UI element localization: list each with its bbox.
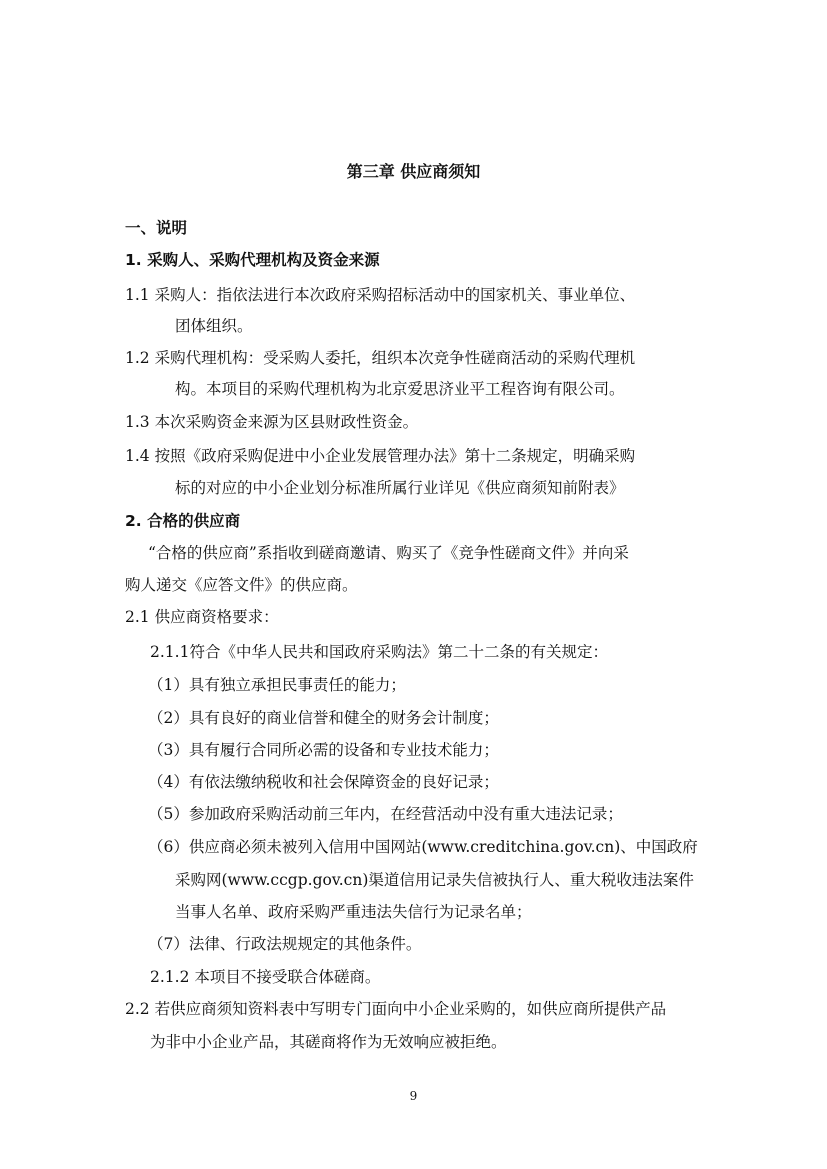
paragraph-1-4: 1.4 按照《政府采购促进中小企业发展管理办法》第十二条规定，明确采购 (125, 447, 636, 465)
requirement-4: （4）有依法缴纳税收和社会保障资金的良好记录； (148, 773, 499, 791)
requirement-3: （3）具有履行合同所必需的设备和专业技术能力； (148, 741, 499, 759)
section-heading: 一、说明 (125, 219, 188, 237)
paragraph-2-intro: “合格的供应商”系指收到磋商邀请、购买了《竞争性磋商文件》并向采 (148, 544, 629, 562)
paragraph-1-1: 1.1 采购人：指依法进行本次政府采购招标活动中的国家机关、事业单位、 (125, 286, 636, 304)
page-number: 9 (409, 1089, 418, 1103)
paragraph-1-4-cont: 标的对应的中小企业划分标准所属行业详见《供应商须知前附表》 (175, 479, 625, 497)
requirement-2: （2）具有良好的商业信誉和健全的财务会计制度； (148, 709, 499, 727)
paragraph-2-intro-cont: 购人递交《应答文件》的供应商。 (125, 576, 358, 594)
paragraph-2-2-cont: 为非中小企业产品，其磋商将作为无效响应被拒绝。 (150, 1033, 507, 1051)
paragraph-2-1: 2.1 供应商资格要求： (125, 608, 279, 626)
paragraph-1-2: 1.2 采购代理机构：受采购人委托，组织本次竞争性磋商活动的采购代理机 (125, 349, 636, 367)
requirement-6-cont-1: 采购网(www.ccgp.gov.cn)渠道信用记录失信被执行人、重大税收违法案件 (175, 871, 694, 889)
paragraph-2-1-1: 2.1.1符合《中华人民共和国政府采购法》第二十二条的有关规定： (150, 643, 608, 661)
requirement-6-cont-2: 当事人名单、政府采购严重违法失信行为记录名单； (175, 903, 532, 921)
paragraph-2-2: 2.2 若供应商须知资料表中写明专门面向中小企业采购的，如供应商所提供产品 (125, 1000, 667, 1018)
paragraph-1-1-cont: 团体组织。 (175, 317, 253, 335)
paragraph-1-3: 1.3 本次采购资金来源为区县财政性资金。 (125, 413, 419, 431)
requirement-7: （7）法律、行政法规规定的其他条件。 (148, 935, 422, 953)
paragraph-1-2-cont: 构。本项目的采购代理机构为北京爱思济业平工程咨询有限公司。 (175, 380, 625, 398)
item-2-heading: 2. 合格的供应商 (125, 512, 241, 530)
item-1-heading: 1. 采购人、采购代理机构及资金来源 (125, 251, 380, 269)
chapter-title: 第三章 供应商须知 (346, 162, 481, 181)
requirement-1: （1）具有独立承担民事责任的能力； (148, 676, 406, 694)
paragraph-2-1-2: 2.1.2 本项目不接受联合体磋商。 (150, 968, 381, 986)
requirement-6: （6）供应商必须未被列入信用中国网站(www.creditchina.gov.cn)、中国政府 (148, 838, 698, 856)
requirement-5: （5）参加政府采购活动前三年内，在经营活动中没有重大违法记录； (148, 805, 623, 823)
